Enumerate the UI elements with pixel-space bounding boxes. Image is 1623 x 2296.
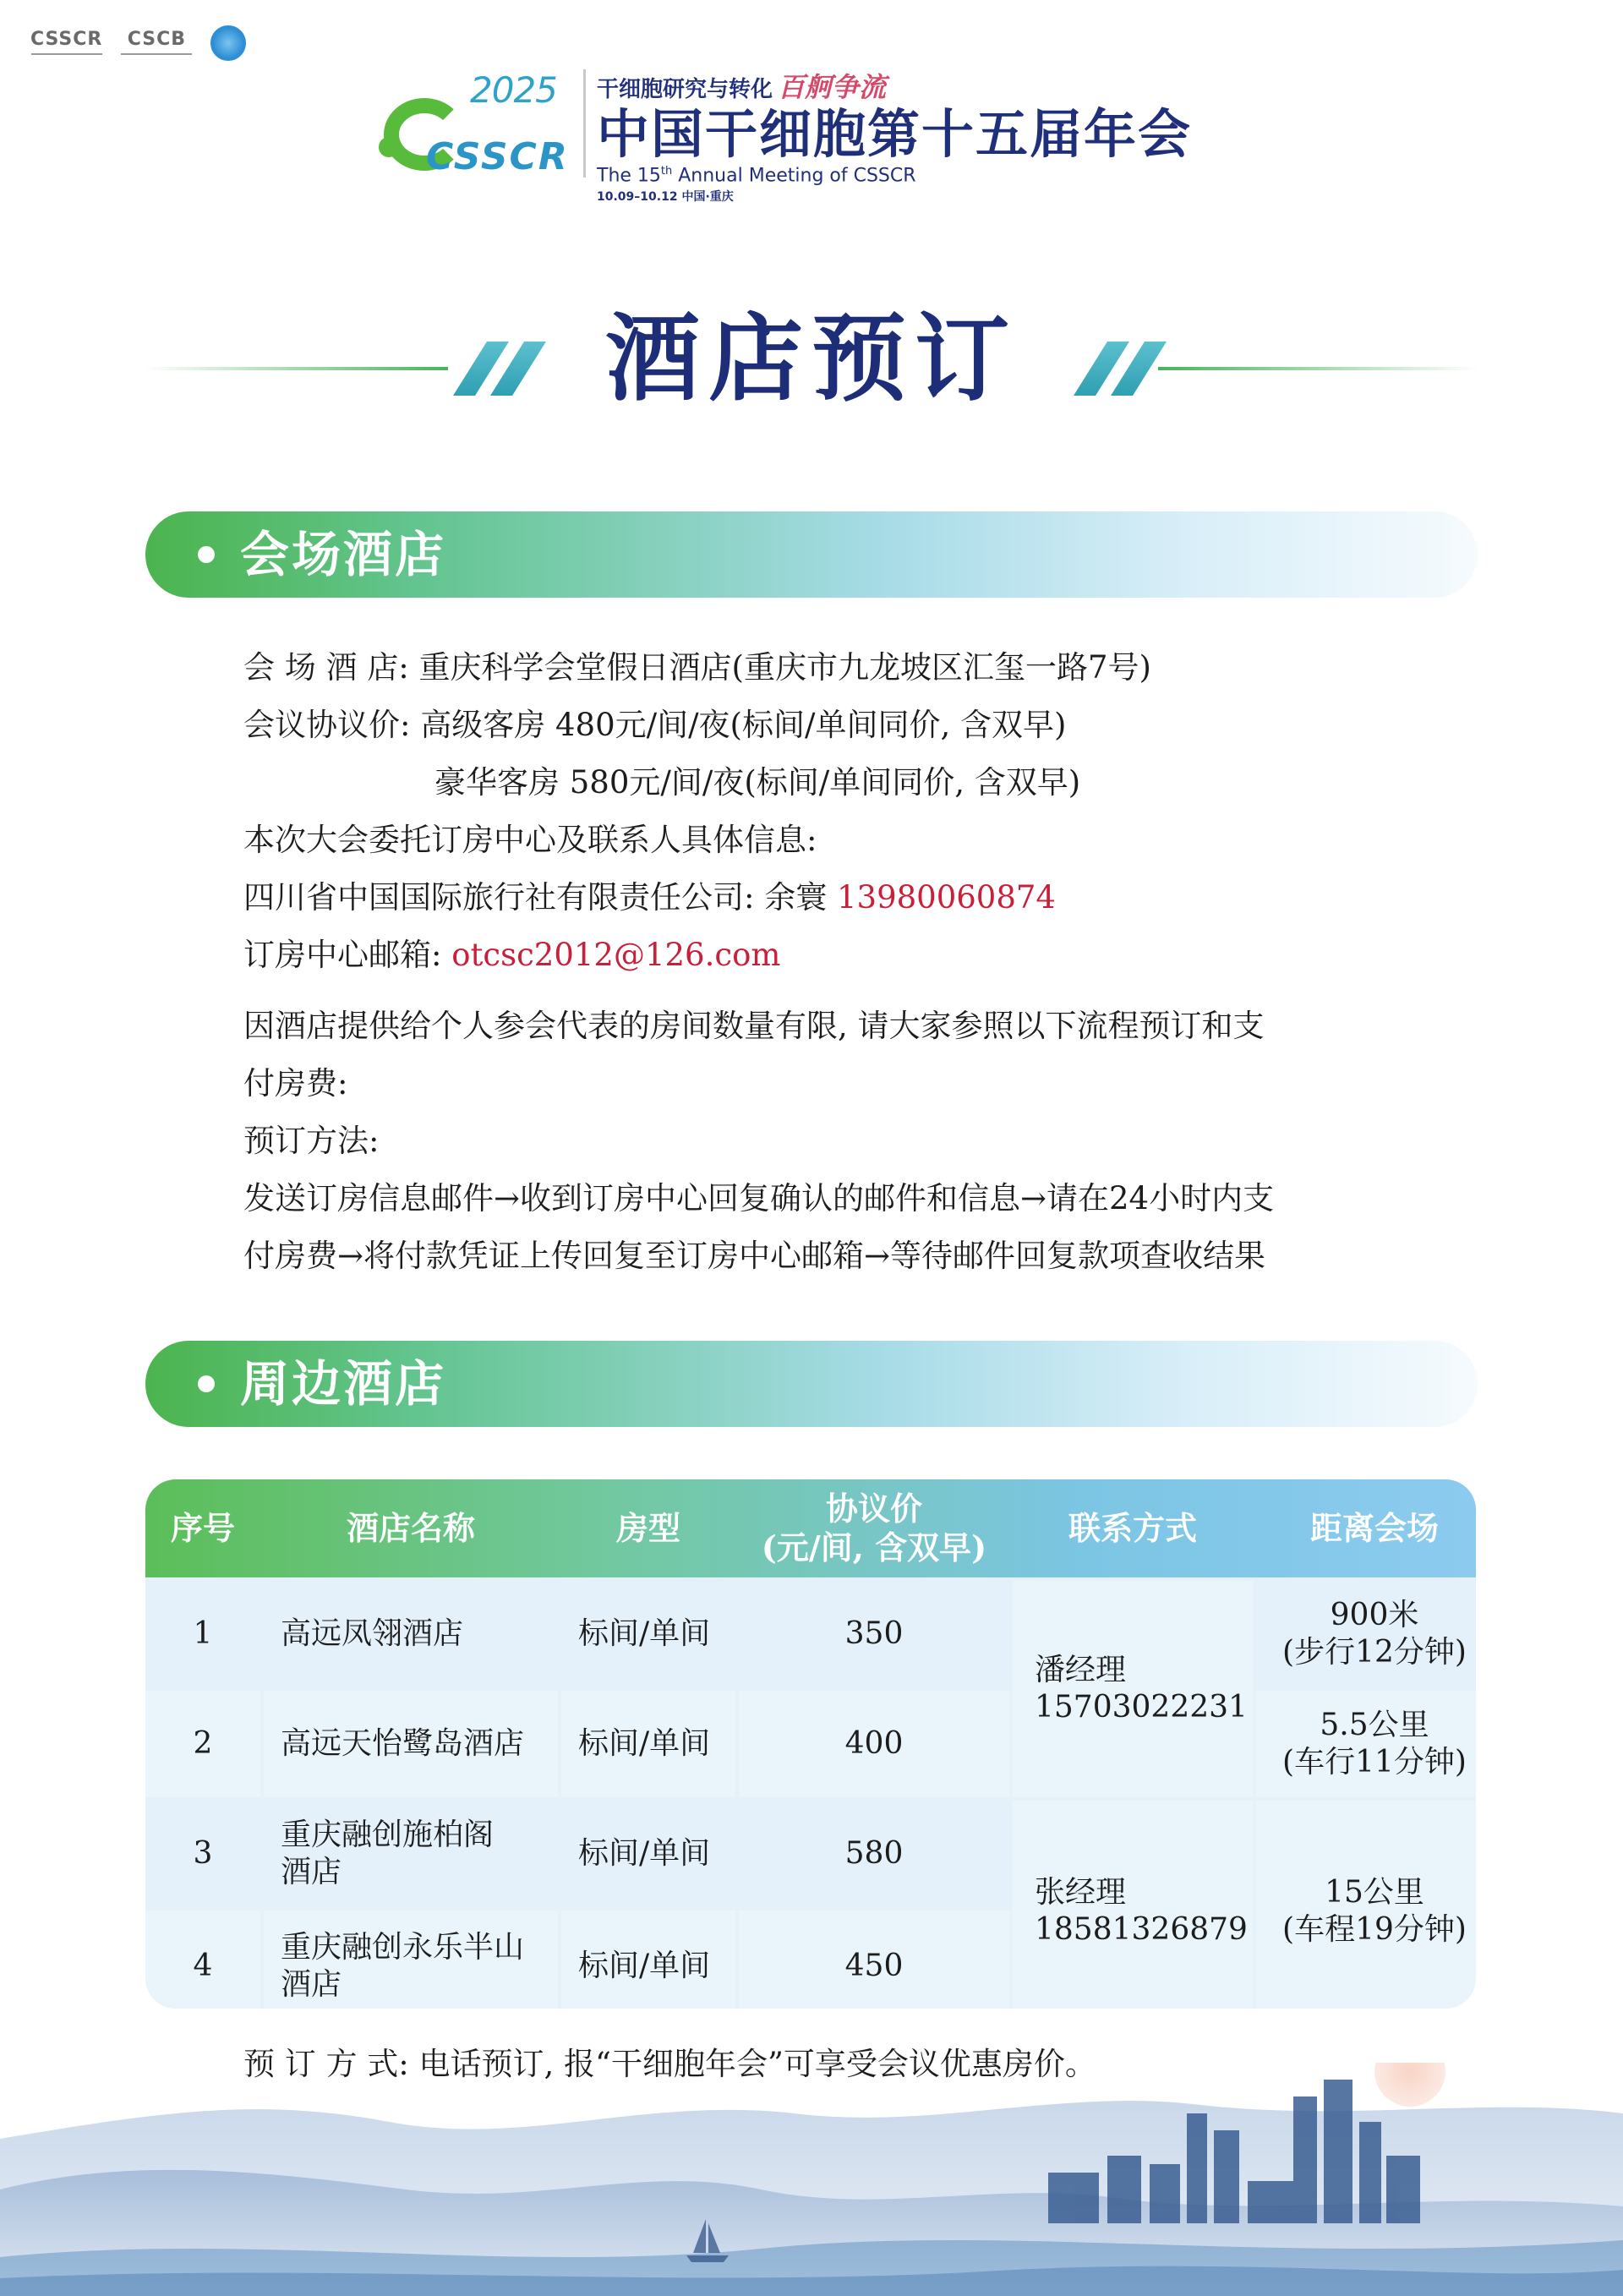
en-title-sup: th	[660, 165, 673, 178]
col-header-hotel-name: 酒店名称	[346, 1509, 475, 1547]
col-header-contact: 联系方式	[1068, 1509, 1197, 1547]
brand-divider	[583, 69, 586, 178]
cscb-org-underline	[121, 53, 192, 57]
brand-word: CSSCR	[426, 135, 569, 178]
csscr-org-underline	[31, 53, 102, 57]
row-3-no: 3	[145, 1801, 260, 1907]
row-1-room-type: 标间/单间	[561, 1581, 735, 1687]
price-line-1	[243, 697, 1066, 754]
section-title-venue-hotel: 会场酒店	[240, 526, 447, 583]
bullet-dot-icon	[198, 1375, 215, 1392]
col-header-no: 序号	[170, 1509, 235, 1547]
note-label: 预 订 方 式:	[243, 2046, 419, 2082]
meeting-date-place: 10.09–10.12 中国·重庆	[597, 190, 734, 205]
row-2-distance-time: (车行11分钟)	[1282, 1745, 1467, 1779]
tagline-script: 百舸争流	[778, 71, 887, 103]
meeting-title-block	[597, 66, 1192, 205]
seal-icon	[210, 25, 246, 61]
row-1-hotel-name: 高远凤翎酒店	[264, 1581, 558, 1687]
nearby-hotels-table	[145, 1479, 1476, 2009]
contact-zhang-name: 张经理	[1035, 1875, 1127, 1910]
section-banner-nearby-hotels	[145, 1341, 1478, 1427]
price-standard: 高级客房 480元/间/夜(标间/单间同价, 含双早)	[420, 707, 1067, 743]
row-4-hotel-name-line2: 酒店	[281, 1967, 342, 2002]
cscb-org-mark: CSCB	[127, 29, 186, 50]
contact-pan	[1013, 1581, 1253, 1797]
row-1-no: 1	[145, 1581, 260, 1687]
meeting-title: 中国干细胞第十五届年会	[597, 103, 1193, 165]
row-4-price: 450	[739, 1911, 1009, 2009]
sun-icon	[1374, 2063, 1445, 2107]
bullet-dot-icon	[198, 546, 215, 563]
email-label: 订房中心邮箱:	[243, 937, 452, 973]
note-value: 电话预订, 报“干细胞年会”可享受会议优惠房价。	[418, 2046, 1096, 2082]
row-3-room-type: 标间/单间	[561, 1801, 735, 1907]
row-2-hotel-name: 高远天怡鹭岛酒店	[264, 1691, 558, 1797]
row-2-distance-value: 5.5公里	[1320, 1708, 1429, 1742]
csscr-org-logo	[30, 29, 102, 57]
row-4-no: 4	[145, 1911, 260, 2009]
row-3-hotel-name-line1: 重庆融创施柏阁	[281, 1818, 495, 1852]
contact-zhang-phone[interactable]: 18581326879	[1035, 1912, 1248, 1947]
agency-intro: 本次大会委托订房中心及联系人具体信息:	[243, 822, 817, 858]
row-1-distance-value: 900米	[1330, 1598, 1419, 1632]
row-2-room-type: 标间/单间	[561, 1691, 735, 1797]
contact-pan-name: 潘经理	[1035, 1653, 1127, 1687]
venue-value: 重庆科学会堂假日酒店(重庆市九龙坡区汇玺一路7号)	[418, 649, 1151, 686]
page-title: 酒店预订	[605, 303, 1018, 414]
row-4-hotel-name	[264, 1911, 558, 2009]
agency-name: 四川省中国国际旅行社有限责任公司: 余寰	[243, 879, 837, 916]
section-banner-venue-hotel	[145, 511, 1478, 598]
meeting-english-title	[597, 165, 1192, 186]
col-header-room-type: 房型	[615, 1509, 680, 1547]
method-label: 预订方法:	[243, 1123, 380, 1159]
price-line-2	[434, 754, 1080, 812]
row-1-price: 350	[739, 1581, 1009, 1687]
notice-line-2: 付房费:	[243, 1065, 348, 1102]
csscr-org-mark: CSSCR	[30, 29, 103, 50]
row-1-distance-time: (步行12分钟)	[1282, 1635, 1467, 1670]
cscb-org-logo	[121, 29, 192, 57]
col-header-distance: 距离会场	[1309, 1509, 1439, 1547]
row-4-room-type: 标间/单间	[561, 1911, 735, 2009]
tagline-text: 干细胞研究与转化	[597, 77, 773, 102]
venue-hotel-line	[243, 639, 1151, 697]
method-line-1: 发送订房信息邮件→收到订房中心回复确认的邮件和信息→请在24小时内支	[243, 1180, 1275, 1216]
brand-c-dot-icon	[379, 137, 399, 157]
section-title-nearby-hotels: 周边酒店	[240, 1355, 447, 1413]
en-title-post: Annual Meeting of CSSCR	[672, 165, 916, 187]
title-deco-line-right	[1158, 367, 1479, 370]
venue-label: 会 场 酒 店:	[243, 649, 419, 686]
contact-pan-phone[interactable]: 15703022231	[1035, 1690, 1248, 1725]
notice-line-1: 因酒店提供给个人参会代表的房间数量有限, 请大家参照以下流程预订和支	[243, 1008, 1265, 1044]
col-header-price-unit: (元/间, 含双早)	[761, 1528, 987, 1566]
row-2-price: 400	[739, 1691, 1009, 1797]
row-3-price: 580	[739, 1801, 1009, 1907]
row-1-distance	[1256, 1581, 1476, 1687]
brand-year: 2025	[470, 69, 557, 111]
csscr-2025-logo	[379, 66, 582, 184]
price-label: 会议协议价:	[243, 707, 421, 743]
email-link[interactable]: otcsc2012@126.com	[451, 937, 781, 973]
agency-line	[243, 869, 1056, 927]
row-3-hotel-name	[264, 1801, 558, 1907]
meeting-tagline	[597, 66, 1192, 105]
organizer-logos	[30, 25, 246, 61]
row-3-hotel-name-line2: 酒店	[281, 1855, 342, 1889]
method-line-2: 付房费→将付款凭证上传回复至订房中心邮箱→等待邮件回复款项查收结果	[243, 1238, 1266, 1274]
en-title-pre: The 15	[597, 165, 661, 187]
row-3-4-distance-value: 15公里	[1325, 1875, 1424, 1910]
col-header-price-title: 协议价	[825, 1490, 922, 1528]
contact-zhang	[1013, 1801, 1253, 2009]
chongqing-skyline-illustration	[0, 2063, 1623, 2296]
col-header-price	[739, 1479, 1009, 1577]
row-3-4-distance	[1256, 1801, 1476, 2009]
price-deluxe: 豪华客房 580元/间/夜(标间/单间同价, 含双早)	[434, 764, 1081, 801]
row-2-no: 2	[145, 1691, 260, 1797]
row-4-hotel-name-line1: 重庆融创永乐半山	[281, 1930, 525, 1965]
row-2-distance	[1256, 1691, 1476, 1797]
email-line	[243, 927, 780, 984]
agency-phone-link[interactable]: 13980060874	[837, 879, 1056, 916]
row-3-4-distance-time: (车程19分钟)	[1282, 1912, 1467, 1947]
